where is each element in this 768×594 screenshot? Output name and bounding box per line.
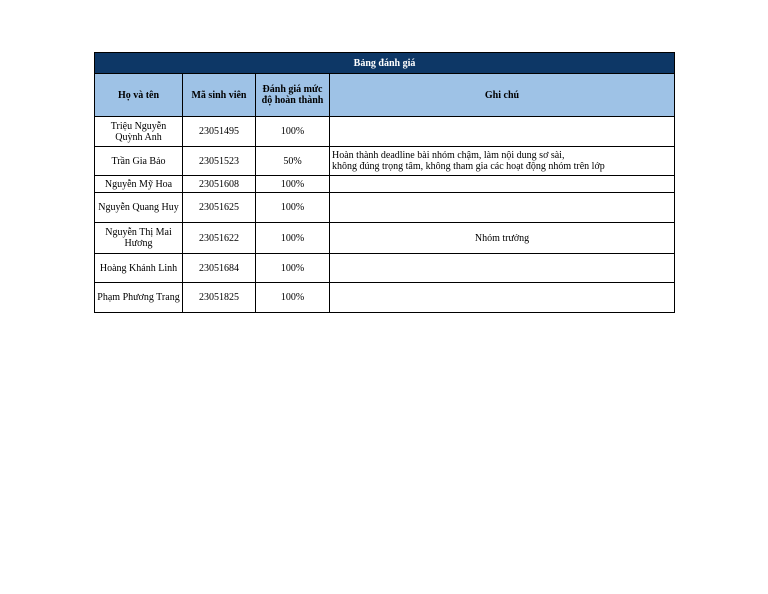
cell-student-id: 23051622 [183, 223, 256, 254]
cell-note [330, 117, 675, 147]
cell-note [330, 283, 675, 313]
header-row [95, 74, 675, 117]
cell-completion: 100% [256, 254, 330, 283]
cell-note [330, 176, 675, 193]
header-note: Ghi chú [330, 74, 675, 117]
cell-name: Phạm Phương Trang [95, 283, 183, 313]
table-row [95, 193, 675, 223]
header-name: Họ và tên [95, 74, 183, 117]
cell-name: Triệu Nguyễn Quỳnh Anh [95, 117, 183, 147]
cell-note [330, 254, 675, 283]
cell-note: Nhóm trưởng [330, 223, 675, 254]
header-completion: Đánh giá mức độ hoàn thành [256, 74, 330, 117]
cell-note: Hoàn thành deadline bài nhóm chậm, làm nội dung sơ sài, không đúng trọng tâm, không tham gia các hoạt động nhóm trên lớp [330, 147, 675, 176]
cell-name: Hoàng Khánh Linh [95, 254, 183, 283]
cell-completion: 100% [256, 283, 330, 313]
evaluation-table [94, 52, 675, 313]
cell-name: Trần Gia Bảo [95, 147, 183, 176]
cell-student-id: 23051523 [183, 147, 256, 176]
cell-student-id: 23051625 [183, 193, 256, 223]
cell-student-id: 23051608 [183, 176, 256, 193]
table-row [95, 223, 675, 254]
cell-student-id: 23051495 [183, 117, 256, 147]
cell-student-id: 23051684 [183, 254, 256, 283]
header-student-id: Mã sinh viên [183, 74, 256, 117]
cell-completion: 100% [256, 176, 330, 193]
table-row [95, 147, 675, 176]
cell-name: Nguyễn Thị Mai Hương [95, 223, 183, 254]
table-title: Bảng đánh giá [95, 53, 675, 74]
table-title-row [95, 53, 675, 74]
cell-completion: 50% [256, 147, 330, 176]
cell-student-id: 23051825 [183, 283, 256, 313]
cell-note [330, 193, 675, 223]
cell-completion: 100% [256, 117, 330, 147]
cell-completion: 100% [256, 193, 330, 223]
cell-name: Nguyễn Mỹ Hoa [95, 176, 183, 193]
cell-completion: 100% [256, 223, 330, 254]
cell-name: Nguyễn Quang Huy [95, 193, 183, 223]
table-row [95, 176, 675, 193]
table-row [95, 117, 675, 147]
table-row [95, 254, 675, 283]
table-row [95, 283, 675, 313]
